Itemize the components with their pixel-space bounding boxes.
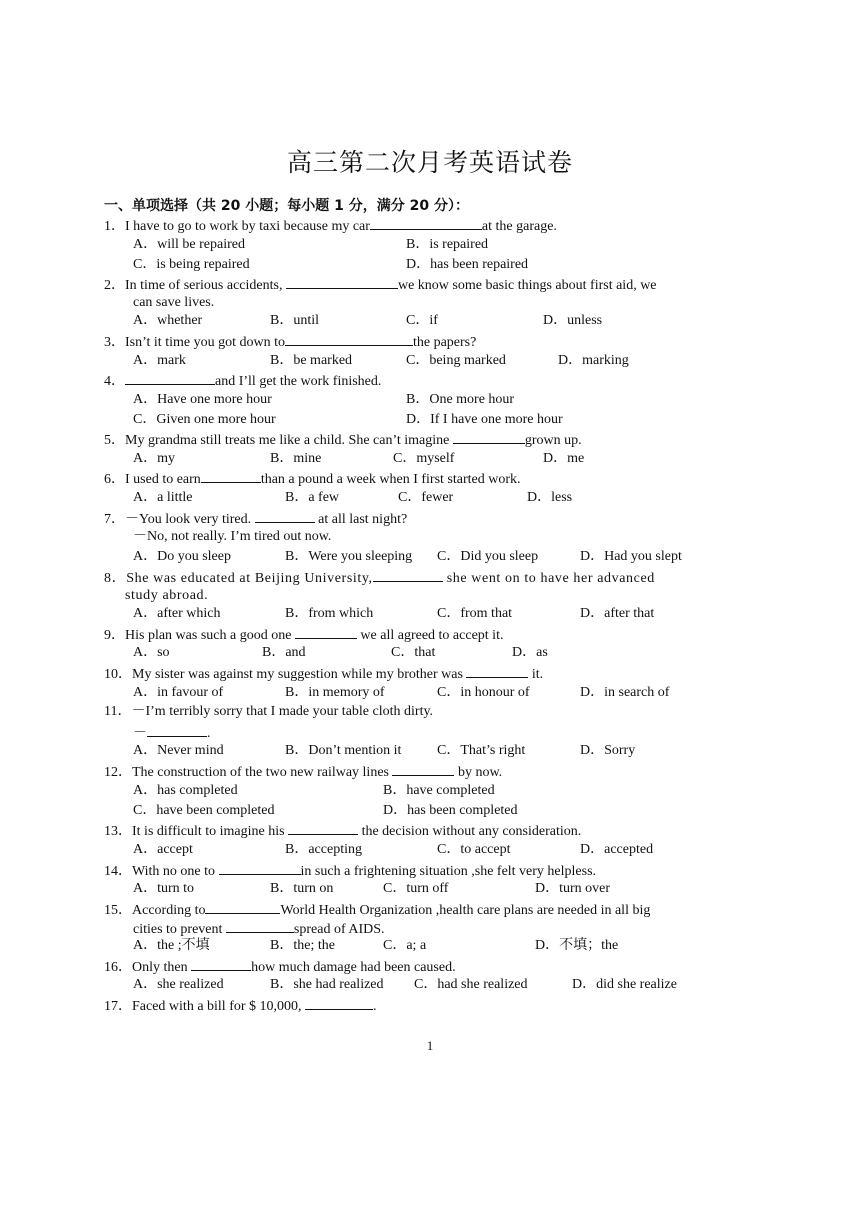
- question-stem: at all last night?: [314, 512, 408, 527]
- section-heading: 一、单项选择（共 20 小题；每小题 1 分，满分 20 分）：: [104, 198, 469, 214]
- answer-blank: [191, 958, 251, 971]
- question-6: [104, 470, 521, 488]
- question-stem: －I’m terribly sorry that I made your table cloth dirty.: [131, 704, 434, 719]
- question-stem-continued: can save lives.: [133, 295, 215, 310]
- question-stem: she went on to have her advanced: [442, 571, 655, 586]
- question-stem: the decision without any consideration.: [358, 824, 582, 839]
- option-b: B．in memory of: [285, 685, 385, 700]
- question-stem: and I’ll get the work finished.: [215, 374, 382, 389]
- option-a: A．so: [133, 645, 170, 660]
- answer-blank: [125, 372, 215, 385]
- option-b: B．One more hour: [406, 392, 515, 407]
- option-c: C．is being repaired: [133, 257, 250, 272]
- option-d: D．did she realize: [572, 977, 677, 992]
- option-d: D．has been repaired: [406, 257, 529, 272]
- question-number: 10．: [104, 667, 132, 682]
- question-stem: cities to prevent: [133, 922, 226, 937]
- answer-blank: [295, 626, 357, 639]
- question-stem: Only then: [132, 960, 192, 975]
- question-stem: With no one to: [132, 864, 219, 879]
- answer-blank: [286, 276, 398, 289]
- option-c: C．Given one more hour: [133, 412, 276, 427]
- option-b: B．mine: [270, 451, 322, 466]
- question-stem: .: [207, 726, 211, 741]
- question-number: 16．: [104, 960, 132, 975]
- option-c: C．fewer: [398, 490, 454, 505]
- option-a: A．the ;不填: [133, 938, 210, 953]
- question-stem: She was educated at Beijing University,: [126, 571, 373, 586]
- option-a: A．will be repaired: [133, 237, 245, 252]
- option-b: B．accepting: [285, 842, 362, 857]
- option-b: B．have completed: [383, 783, 495, 798]
- question-15: [104, 901, 650, 919]
- option-b: B．be marked: [270, 353, 353, 368]
- option-d: D．Sorry: [580, 743, 636, 758]
- question-stem: .: [373, 999, 377, 1014]
- answer-blank: [205, 901, 280, 914]
- answer-blank: [453, 431, 525, 444]
- question-number: 4．: [104, 374, 125, 389]
- answer-blank: [373, 569, 443, 582]
- page-number: 1: [426, 1038, 434, 1053]
- option-a: A．accept: [133, 842, 193, 857]
- exam-title: 高三第二次月考英语试卷: [286, 148, 573, 177]
- option-a: A．mark: [133, 353, 186, 368]
- option-d: D．marking: [558, 353, 629, 368]
- option-c: C．being marked: [406, 353, 506, 368]
- question-stem: According to: [132, 903, 206, 918]
- question-stem: by now.: [454, 765, 503, 780]
- answer-blank: [370, 217, 482, 230]
- question-stem: My grandma still treats me like a child. She can’t imagine: [125, 433, 453, 448]
- question-number: 2．: [104, 278, 125, 293]
- question-9: [104, 626, 503, 644]
- question-stem: it.: [528, 667, 544, 682]
- question-stem: Faced with a bill for $ 10,000,: [132, 999, 306, 1014]
- question-number: 13．: [104, 824, 132, 839]
- question-stem: My sister was against my suggestion while my brother was: [132, 667, 467, 682]
- question-stem-continued: study abroad.: [125, 588, 209, 603]
- question-number: 6．: [104, 472, 125, 487]
- question-stem: I have to go to work by taxi because my car: [125, 219, 370, 234]
- option-b: B．from which: [285, 606, 374, 621]
- option-d: D．as: [512, 645, 548, 660]
- question-stem: we all agreed to accept it.: [356, 628, 504, 643]
- answer-blank: [392, 763, 454, 776]
- option-d: D．me: [543, 451, 585, 466]
- question-11: [104, 704, 433, 720]
- option-c: C．if: [406, 313, 438, 328]
- question-stem: spread of AIDS.: [293, 922, 385, 937]
- option-a: A．my: [133, 451, 175, 466]
- question-number: 12．: [104, 765, 132, 780]
- question-5: [104, 431, 582, 449]
- question-number: 17．: [104, 999, 132, 1014]
- question-2: [104, 276, 657, 294]
- question-stem: than a pound a week when I first started work.: [260, 472, 521, 487]
- answer-blank: [147, 724, 207, 737]
- option-b: B．is repaired: [406, 237, 489, 252]
- option-c: C．Did you sleep: [437, 549, 539, 564]
- question-stem: how much damage had been caused.: [251, 960, 456, 975]
- question-stem: His plan was such a good one: [125, 628, 295, 643]
- question-number: 3．: [104, 335, 125, 350]
- option-b: B．and: [262, 645, 306, 660]
- question-stem: grown up.: [524, 433, 582, 448]
- answer-blank: [201, 470, 261, 483]
- option-d: D．has been completed: [383, 803, 518, 818]
- option-c: C．had she realized: [414, 977, 528, 992]
- option-a: A．she realized: [133, 977, 224, 992]
- answer-blank: [305, 997, 373, 1010]
- question-number: 7．: [104, 512, 125, 527]
- option-c: C．turn off: [383, 881, 449, 896]
- option-d: D．turn over: [535, 881, 611, 896]
- option-a: A．Never mind: [133, 743, 224, 758]
- option-d: D．Had you slept: [580, 549, 682, 564]
- option-c: C．myself: [393, 451, 455, 466]
- question-number: 15．: [104, 903, 132, 918]
- answer-blank: [466, 665, 528, 678]
- question-stem: Isn’t it time you got down to: [125, 335, 285, 350]
- option-b: B．a few: [285, 490, 340, 505]
- question-7: [104, 510, 407, 528]
- question-13: [104, 822, 581, 840]
- option-b: B．Don’t mention it: [285, 743, 402, 758]
- option-a: A．in favour of: [133, 685, 224, 700]
- option-b: B．the; the: [270, 938, 335, 953]
- question-17: [104, 997, 377, 1015]
- question-1: [104, 217, 557, 235]
- option-c: C．in honour of: [437, 685, 530, 700]
- option-b: B．turn on: [270, 881, 334, 896]
- option-a: A．a little: [133, 490, 193, 505]
- question-stem-continued: [133, 920, 385, 938]
- question-stem-continued: [133, 724, 211, 742]
- question-stem: in such a frightening situation ,she felt very helpless.: [300, 864, 597, 879]
- question-stem: It is difficult to imagine his: [132, 824, 289, 839]
- option-a: A．Have one more hour: [133, 392, 272, 407]
- answer-blank: [255, 510, 315, 523]
- option-c: C．that: [391, 645, 436, 660]
- answer-blank: [288, 822, 358, 835]
- question-16: [104, 958, 456, 976]
- option-d: D．less: [527, 490, 573, 505]
- question-number: 11．: [104, 704, 132, 719]
- question-number: 1．: [104, 219, 125, 234]
- option-b: B．Were you sleeping: [285, 549, 413, 564]
- question-stem: －You look very tired.: [125, 512, 255, 527]
- option-d: D．If I have one more hour: [406, 412, 563, 427]
- option-b: B．until: [270, 313, 320, 328]
- option-a: A．whether: [133, 313, 203, 328]
- question-stem: In time of serious accidents,: [125, 278, 286, 293]
- answer-blank: [285, 333, 413, 346]
- option-a: A．after which: [133, 606, 221, 621]
- option-b: B．she had realized: [270, 977, 384, 992]
- question-number: 8．: [104, 571, 127, 586]
- answer-blank: [219, 862, 301, 875]
- option-a: A．turn to: [133, 881, 195, 896]
- option-a: A．Do you sleep: [133, 549, 231, 564]
- answer-blank: [226, 920, 294, 933]
- question-4: [104, 372, 381, 390]
- question-stem: I used to earn: [125, 472, 201, 487]
- option-d: D．in search of: [580, 685, 670, 700]
- question-3: [104, 333, 476, 351]
- question-number: 5．: [104, 433, 125, 448]
- question-stem: we know some basic things about first aid, we: [397, 278, 657, 293]
- option-d: D．after that: [580, 606, 655, 621]
- question-number: 9．: [104, 628, 125, 643]
- question-14: [104, 862, 596, 880]
- option-c: C．have been completed: [133, 803, 275, 818]
- question-stem: the papers?: [412, 335, 477, 350]
- option-d: D．accepted: [580, 842, 654, 857]
- option-d: D．unless: [543, 313, 603, 328]
- option-c: C．a; a: [383, 938, 427, 953]
- option-c: C．to accept: [437, 842, 511, 857]
- option-a: A．has completed: [133, 783, 238, 798]
- question-number: 14．: [104, 864, 132, 879]
- question-10: [104, 665, 543, 683]
- question-stem-continued: －No, not really. I’m tired out now.: [133, 529, 332, 544]
- option-d: D．不填；the: [535, 938, 619, 953]
- dash-prefix: －: [133, 726, 147, 741]
- question-stem: World Health Organization ,health care plans are needed in all big: [280, 903, 651, 918]
- question-12: [104, 763, 502, 781]
- option-c: C．That’s right: [437, 743, 526, 758]
- question-stem: at the garage.: [481, 219, 557, 234]
- question-stem: The construction of the two new railway lines: [132, 765, 393, 780]
- option-c: C．from that: [437, 606, 513, 621]
- question-8: [104, 569, 655, 587]
